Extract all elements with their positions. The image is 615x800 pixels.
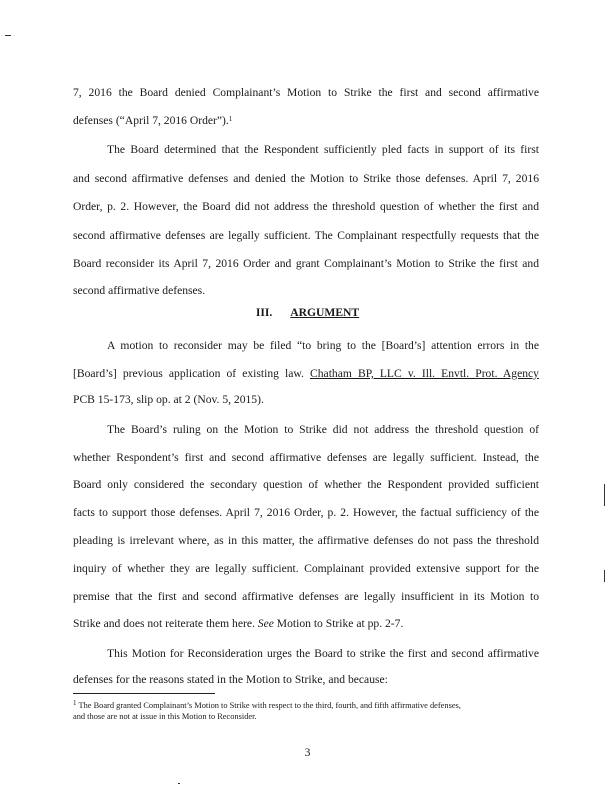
footnote-separator <box>73 693 215 694</box>
para3-line2 <box>73 367 539 381</box>
para1-line2 <box>73 114 539 128</box>
para4-line8-text: Strike and does not reiterate them here. <box>73 617 255 630</box>
para4-line6: inquiry of whether they are legally sufficient. Complainant provided extensive support for the <box>73 562 539 575</box>
scan-artifact <box>178 783 180 784</box>
para1-line1: 7, 2016 the Board denied Complainant’s Motion to Strike the first and second affirmative <box>73 86 539 99</box>
para4-line5: pleading is irrelevant where, as in this matter, the affirmative defenses do not pass the threshold <box>73 534 539 547</box>
para2-line1: The Board determined that the Respondent sufficiently pled facts in support of its first <box>107 143 539 156</box>
para4-line2: whether Respondent’s first and second affirmative defenses are legally sufficient. Instead, the <box>73 451 539 464</box>
footnote-text-1: The Board granted Complainant’s Motion to Strike with respect to the third, fourth, and fifth affirmative defenses, <box>78 701 461 710</box>
scan-artifact <box>604 484 605 506</box>
para5-line1: This Motion for Reconsideration urges the Board to strike the first and second affirmative <box>107 647 539 660</box>
para3-line2-text: [Board’s] previous application of existing law. <box>73 367 304 380</box>
para3-line1: A motion to reconsider may be filed “to bring to the [Board’s] attention errors in the <box>107 339 539 352</box>
para4-line8 <box>73 617 539 631</box>
page-number: 3 <box>304 746 311 759</box>
para4-line3: Board only considered the secondary question of whether the Respondent provided sufficient <box>73 478 539 491</box>
para5-line2: defenses for the reasons stated in the Motion to Strike, and because: <box>73 673 388 686</box>
section-title: ARGUMENT <box>290 306 360 319</box>
footnote-line1 <box>73 700 539 711</box>
para2-line5: Board reconsider its April 7, 2016 Order and grant Complainant’s Motion to Strike the first and <box>73 257 539 270</box>
section-heading <box>0 306 615 320</box>
para4-line8-cite: Motion to Strike at pp. 2-7. <box>276 617 404 630</box>
para3-line3: PCB 15-173, slip op. at 2 (Nov. 5, 2015). <box>73 393 264 406</box>
scan-artifact <box>604 570 605 582</box>
para2-line2: and second affirmative defenses and denied the Motion to Strike those defenses. April 7, 2016 <box>73 172 539 185</box>
section-number: III. <box>255 306 273 319</box>
para2-line3: Order, p. 2. However, the Board did not address the threshold question of whether the first and <box>73 200 539 213</box>
para2-line4: second affirmative defenses are legally sufficient. The Complainant respectfully requests that the <box>73 229 539 242</box>
footnote-marker: 1 <box>73 699 77 707</box>
para4-line4: facts to support those defenses. April 7, 2016 Order, p. 2. However, the factual sufficiency of the <box>73 506 539 519</box>
para2-line6: second affirmative defenses. <box>73 284 206 297</box>
para4-line7: premise that the first and second affirmative defenses are legally insufficient in its Motion to <box>73 590 539 603</box>
footnote-reference: 1 <box>228 115 233 123</box>
para1-line2-text: defenses (“April 7, 2016 Order”). <box>73 114 229 127</box>
case-citation: Chatham BP, LLC v. Ill. Envtl. Prot. Agency <box>310 367 539 380</box>
footnote-line2: and those are not at issue in this Motion to Reconsider. <box>73 712 257 721</box>
see-signal: See <box>257 617 274 630</box>
para4-line1: The Board’s ruling on the Motion to Strike did not address the threshold question of <box>107 423 539 436</box>
scan-artifact <box>5 35 11 36</box>
